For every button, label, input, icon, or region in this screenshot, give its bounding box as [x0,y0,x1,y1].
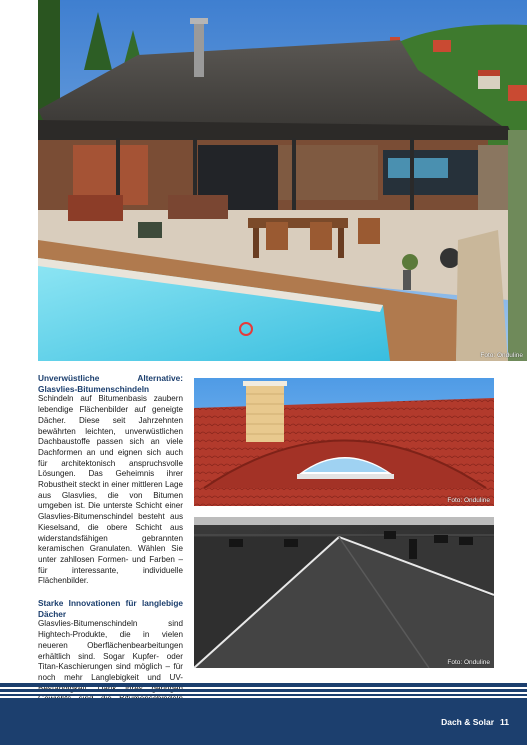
dark-roof-illustration [194,517,494,668]
red-shingle-dormer-photo [194,378,494,506]
house-pool-photo [38,0,527,361]
footer-stripe [0,683,527,687]
magazine-name: Dach & Solar [441,717,494,727]
dark-shingle-roof-photo [194,517,494,668]
article-text [38,373,183,716]
article-heading-2: Starke Innovationen für langlebige Dächer [38,598,183,619]
footer-stripe [0,689,527,692]
photo-credit: Foto: Onduline [447,659,490,666]
house-pool-illustration [38,0,527,361]
page-number: 11 [500,717,509,727]
article-paragraph-1: Schindeln auf Bitumenbasis zaubern lebendige Flächenbilder auf geneigte Dächer. Diese seit Jahrzehnten bewährten leichten, unverwüstlichen Dachbaustoffe passen sich an viele Dachformen an und eignen sich auch für architektonisch anspruchsvolle Lösungen. Das Geheimnis ihrer Robustheit steckt in einer mittleren Lage aus Glasvlies, die von Bitumen umgeben ist. Die unterste Schicht einer Glasvlies-Bitumenschindel besteht aus Kieselsand, die obere Schicht aus widerstandsfähigen gebrannten keramischen Granulaten. Wählen Sie unter zahllosen Formen- und Farben – für interessante, individuelle Flächenbilder. [38,394,183,586]
photo-credit: Foto: Onduline [447,497,490,504]
footer-label [435,717,509,727]
article-heading-1: Unverwüstliche Alternative: Glasvlies-Bitumenschindeln [38,373,183,394]
article-paragraph-2: Glasvlies-Bitumenschindeln sind Hightech-Produkte, die in vielen neueren Oberflächenbearbeitungen erhältlich sind. Sogar Kupfer- oder Titan-Kaschierungen sind möglich – für noch mehr Langlebigkeit und UV- [38,619,183,682]
page-footer [0,683,527,745]
dormer-illustration [194,378,494,506]
photo-credit: Foto: Onduline [480,352,523,359]
footer-stripe [0,694,527,696]
